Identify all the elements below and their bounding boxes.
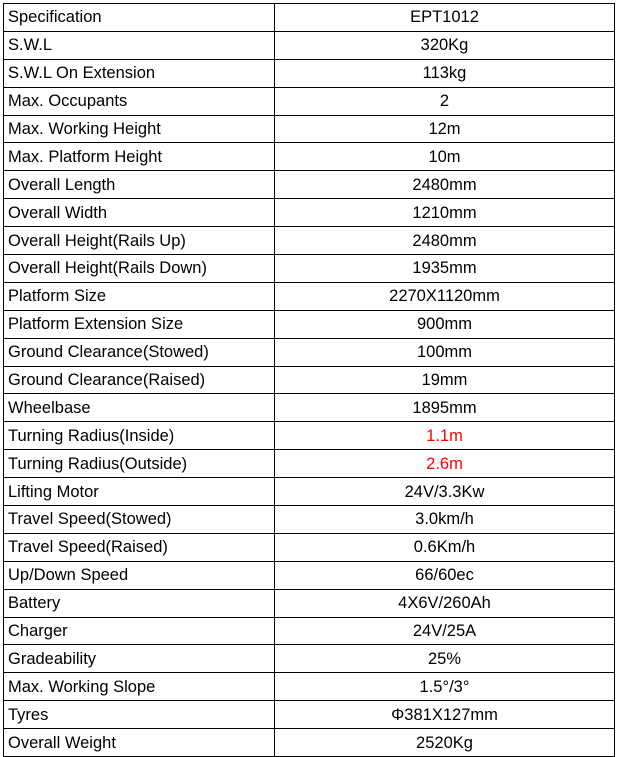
table-row <box>4 506 615 534</box>
spec-label: Charger <box>4 617 275 645</box>
spec-value: 320Kg <box>275 31 615 59</box>
spec-value: 19mm <box>275 366 615 394</box>
table-row <box>4 422 615 450</box>
table-row <box>4 589 615 617</box>
spec-label: Max. Working Height <box>4 115 275 143</box>
spec-value: 2480mm <box>275 171 615 199</box>
table-row <box>4 282 615 310</box>
spec-value: 1895mm <box>275 394 615 422</box>
table-row <box>4 645 615 673</box>
spec-label: Max. Occupants <box>4 87 275 115</box>
spec-value: 1935mm <box>275 255 615 283</box>
table-row <box>4 31 615 59</box>
spec-label: Platform Size <box>4 282 275 310</box>
spec-value: 1.5°/3° <box>275 673 615 701</box>
table-row <box>4 310 615 338</box>
spec-value: 1210mm <box>275 199 615 227</box>
spec-value: 10m <box>275 143 615 171</box>
table-row <box>4 143 615 171</box>
spec-value: 100mm <box>275 338 615 366</box>
table-row <box>4 227 615 255</box>
spec-value: 2270X1120mm <box>275 282 615 310</box>
spec-label: Travel Speed(Raised) <box>4 533 275 561</box>
table-row <box>4 87 615 115</box>
spec-value: 113kg <box>275 59 615 87</box>
table-row <box>4 4 615 32</box>
table-row <box>4 255 615 283</box>
spec-label: Overall Weight <box>4 729 275 757</box>
spec-value: 66/60ec <box>275 561 615 589</box>
spec-label: Wheelbase <box>4 394 275 422</box>
specification-table <box>3 3 615 757</box>
spec-value: 3.0km/h <box>275 506 615 534</box>
spec-value: 24V/3.3Kw <box>275 478 615 506</box>
spec-label: Overall Length <box>4 171 275 199</box>
spec-value: 24V/25A <box>275 617 615 645</box>
spec-label: Ground Clearance(Stowed) <box>4 338 275 366</box>
spec-value: Φ381X127mm <box>275 701 615 729</box>
spec-label: Overall Width <box>4 199 275 227</box>
table-row <box>4 394 615 422</box>
spec-label: S.W.L On Extension <box>4 59 275 87</box>
table-row <box>4 478 615 506</box>
table-row <box>4 561 615 589</box>
table-row <box>4 673 615 701</box>
spec-label: Platform Extension Size <box>4 310 275 338</box>
spec-label: Up/Down Speed <box>4 561 275 589</box>
spec-label: Tyres <box>4 701 275 729</box>
spec-value: 2520Kg <box>275 729 615 757</box>
spec-value: 2 <box>275 87 615 115</box>
spec-label: Turning Radius(Inside) <box>4 422 275 450</box>
table-row <box>4 450 615 478</box>
table-row <box>4 199 615 227</box>
spec-label: Specification <box>4 4 275 32</box>
specification-table-body <box>4 4 615 757</box>
spec-value: 2.6m <box>275 450 615 478</box>
spec-label: Turning Radius(Outside) <box>4 450 275 478</box>
spec-value: 0.6Km/h <box>275 533 615 561</box>
spec-label: Battery <box>4 589 275 617</box>
spec-value: 1.1m <box>275 422 615 450</box>
spec-value: 900mm <box>275 310 615 338</box>
spec-label: Lifting Motor <box>4 478 275 506</box>
spec-value: 4X6V/260Ah <box>275 589 615 617</box>
spec-label: Travel Speed(Stowed) <box>4 506 275 534</box>
table-row <box>4 729 615 757</box>
table-row <box>4 701 615 729</box>
table-row <box>4 338 615 366</box>
table-row <box>4 115 615 143</box>
spec-value: 2480mm <box>275 227 615 255</box>
spec-value: 12m <box>275 115 615 143</box>
table-row <box>4 59 615 87</box>
table-row <box>4 366 615 394</box>
spec-label: Ground Clearance(Raised) <box>4 366 275 394</box>
spec-label: Max. Working Slope <box>4 673 275 701</box>
spec-label: Overall Height(Rails Down) <box>4 255 275 283</box>
table-row <box>4 617 615 645</box>
spec-value: 25% <box>275 645 615 673</box>
spec-value: EPT1012 <box>275 4 615 32</box>
table-row <box>4 533 615 561</box>
spec-label: S.W.L <box>4 31 275 59</box>
spec-label: Max. Platform Height <box>4 143 275 171</box>
spec-label: Overall Height(Rails Up) <box>4 227 275 255</box>
table-row <box>4 171 615 199</box>
spec-label: Gradeability <box>4 645 275 673</box>
